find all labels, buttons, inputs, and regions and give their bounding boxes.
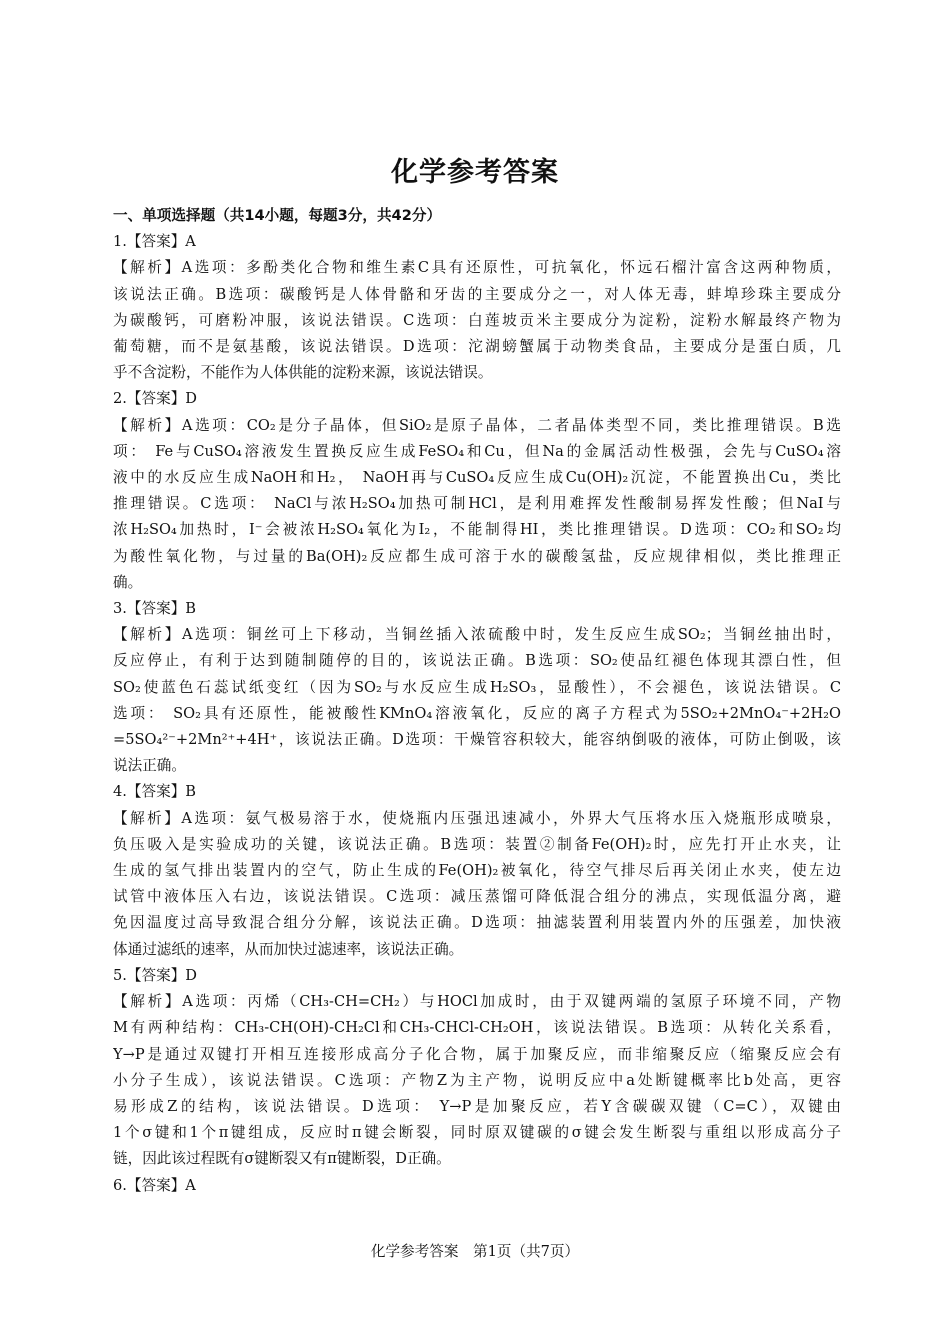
text-line: 为碳酸钙，可磨粉冲服，该说法错误。C选项：白莲坡贡米主要成分为淀粉，淀粉水解最终产物为 <box>113 311 841 329</box>
text-line: 选项： SO₂具有还原性，能被酸性KMnO₄溶液氧化，反应的离子方程式为5SO₂+2MnO₄⁻+2H₂O <box>113 704 841 722</box>
text-line: 葡萄糖，而不是氨基酸，该说法错误。D选项：沱湖螃蟹属于动物类食品，主要成分是蛋白质，几 <box>113 338 841 356</box>
text-line: 生成的氢气排出装置内的空气，防止生成的Fe(OH)₂被氧化，待空气排尽后再关闭止水夹，使左边 <box>113 862 841 880</box>
text-line: 项： Fe与CuSO₄溶液发生置换反应生成FeSO₄和Cu，但Na的金属活动性极强，会先与CuSO₄溶 <box>113 442 841 460</box>
text-line: 6.【答案】A <box>113 1176 196 1194</box>
text-line: 试管中液体压入右边，该说法错误。C选项：减压蒸馏可降低混合组分的沸点，实现低温分离，避 <box>113 888 841 906</box>
text-line: 免因温度过高导致混合组分分解，该说法正确。D选项：抽滤装置利用装置内外的压强差，加快液 <box>113 914 841 932</box>
text-line: 体通过滤纸的速率，从而加快过滤速率，该说法正确。 <box>113 940 464 958</box>
text-line: 小分子生成），该说法错误。C选项：产物Z为主产物，说明反应中a处断键概率比b处高，更容 <box>113 1071 841 1089</box>
text-line: Y→P是通过双键打开相互连接形成高分子化合物，属于加聚反应，而非缩聚反应（缩聚反应会有 <box>113 1045 841 1063</box>
text-line: 3.【答案】B <box>113 600 197 618</box>
text-line: 1个σ键和1个π键组成，反应时π键会断裂，同时原双键碳的σ键会发生断裂与重组以形成高分子 <box>113 1124 841 1142</box>
answer-lines <box>113 229 841 1199</box>
text-line: =5SO₄²⁻+2Mn²⁺+4H⁺，该说法正确。D选项：干燥管容积较大，能容纳倒吸的液体，可防止倒吸，该 <box>113 731 841 749</box>
text-line: 确。 <box>113 573 143 591</box>
text-line: 【解析】A选项：丙烯（CH₃-CH=CH₂）与HOCl加成时，由于双键两端的氢原子环境不同，产物 <box>113 993 841 1011</box>
text-line: 液中的水反应生成NaOH和H₂， NaOH再与CuSO₄反应生成Cu(OH)₂沉淀，不能置换出Cu，类比 <box>113 469 841 487</box>
text-line: 推理错误。C选项： NaCl与浓H₂SO₄加热可制HCl，是利用难挥发性酸制易挥发性酸；但NaI与 <box>113 495 841 513</box>
text-line: 【解析】A选项：CO₂是分子晶体，但SiO₂是原子晶体，二者晶体类型不同，类比推理错误。B选 <box>113 416 841 434</box>
text-line: 4.【答案】B <box>113 783 197 801</box>
text-line: 为酸性氧化物，与过量的Ba(OH)₂反应都生成可溶于水的碳酸氢盐，反应规律相似，类比推理正 <box>113 547 841 565</box>
text-line: 1.【答案】A <box>113 233 196 251</box>
page-footer: 化学参考答案 第1页（共7页） <box>370 1243 580 1260</box>
text-line: 该说法正确。B选项：碳酸钙是人体骨骼和牙齿的主要成分之一，对人体无毒，蚌埠珍珠主要成分 <box>113 285 841 303</box>
text-line: 【解析】A选项：铜丝可上下移动，当铜丝插入浓硫酸中时，发生反应生成SO₂；当铜丝抽出时， <box>113 626 841 644</box>
text-line: 反应停止，有利于达到随制随停的目的，该说法正确。B选项：SO₂使品红褪色体现其漂白性，但 <box>113 652 841 670</box>
text-line: 浓H₂SO₄加热时，I⁻会被浓H₂SO₄氧化为I₂，不能制得HI，类比推理错误。D选项：CO₂和SO₂均 <box>113 521 841 539</box>
text-line: M有两种结构：CH₃-CH(OH)-CH₂Cl和CH₃-CHCl-CH₂OH，该说法错误。B选项：从转化关系看， <box>113 1019 841 1037</box>
text-line: 5.【答案】D <box>113 966 197 984</box>
text-line: 2.【答案】D <box>113 390 197 408</box>
text-line: 【解析】A选项：氨气极易溶于水，使烧瓶内压强迅速减小，外界大气压将水压入烧瓶形成喷泉， <box>113 809 841 827</box>
section-heading: 一、单项选择题（共14小题，每题3分，共42分） <box>113 207 442 224</box>
text-line: 乎不含淀粉，不能作为人体供能的淀粉来源，该说法错误。 <box>113 364 493 382</box>
text-line: SO₂使蓝色石蕊试纸变红（因为SO₂与水反应生成H₂SO₃，显酸性），不会褪色，该说法错误。C <box>113 678 841 696</box>
text-line: 链，因此该过程既有σ键断裂又有π键断裂，D正确。 <box>113 1150 451 1168</box>
text-line: 易形成Z的结构，该说法错误。D选项： Y→P是加聚反应，若Y含碳碳双键（C=C），双键由 <box>113 1097 841 1115</box>
text-line: 负压吸入是实验成功的关键，该说法正确。B选项：装置②制备Fe(OH)₂时，应先打开止水夹，让 <box>113 835 841 853</box>
text-line: 说法正确。 <box>113 757 186 775</box>
text-line: 【解析】A选项：多酚类化合物和维生素C具有还原性，可抗氧化，怀远石榴汁富含这两种物质， <box>113 259 841 277</box>
page-title: 化学参考答案 <box>391 157 559 188</box>
answer-content <box>113 203 841 1199</box>
